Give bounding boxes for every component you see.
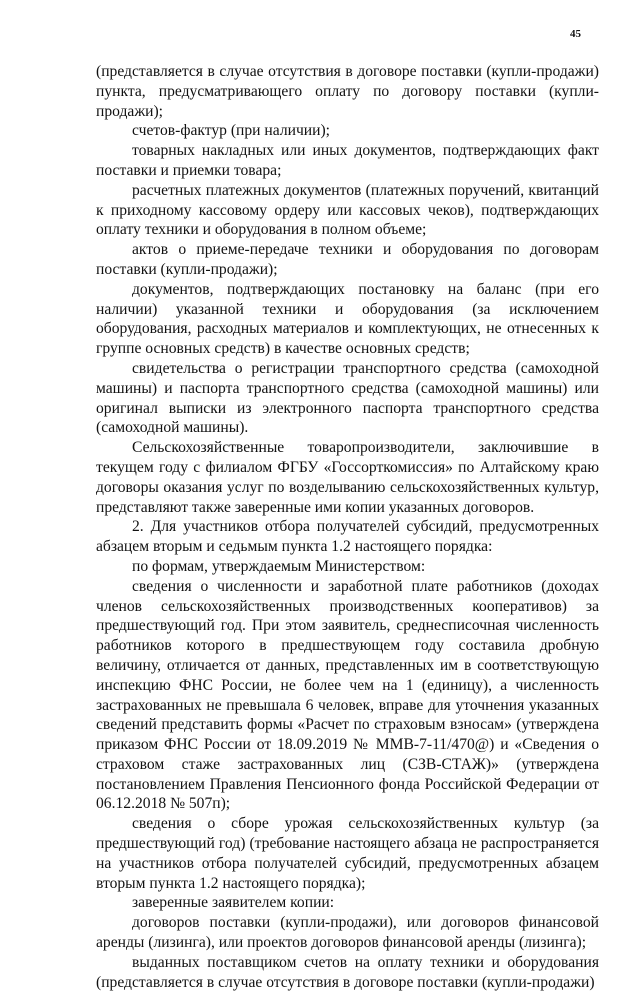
- document-body: [96, 62, 599, 992]
- paragraph: счетов-фактур (при наличии);: [132, 122, 330, 140]
- page-number: 45: [570, 28, 581, 40]
- paragraph: (представляется в случае отсутствия в договоре поставки (купли-продажи) пункта, предусматривающего оплату по договору поставки (купли-продажи);: [96, 63, 599, 120]
- paragraph: заверенные заявителем копии:: [132, 894, 335, 912]
- paragraph: выданных поставщиком счетов на оплату техники и оборудования (представляется в случае отсутствия в договоре поставки (купли-продажи): [96, 953, 599, 991]
- paragraph: договоров поставки (купли-продажи), или договоров финансовой аренды (лизинга), или проектов договоров финансовой аренды (лизинга);: [96, 914, 599, 952]
- paragraph: сведения о численности и заработной плате работников (доходах членов сельскохозяйственных производственных кооперативов) за предшествующий год. При этом заявитель, среднесписочная численность работников которого в предшествующем году составила дробную величину, отличается от данных, представленных им в соответствующую инспекцию ФНС России, не более чем на 1 (единицу), а численность застрахованных не превышала 6 человек, вправе для уточнения указанных сведений представить формы «Расчет по страховым взносам» (утверждена приказом ФНС России от 18.09.2019 № ММВ-7-11/470@) и «Сведения о страховом стаже застрахованных лиц (СЗВ-СТАЖ)» (утверждена постановлением Правления Пенсионного фонда Российской Федерации от 06.12.2018 № 507п);: [96, 577, 599, 813]
- paragraph: сведения о сборе урожая сельскохозяйственных культур (за предшествующий год) (требование настоящего абзаца не распространяется на участников отбора получателей субсидий, предусмотренных абзацем вторым пункта 1.2 настоящего порядка);: [96, 815, 599, 892]
- paragraph: по формам, утверждаемым Министерством:: [132, 557, 426, 575]
- paragraph: актов о приеме-передаче техники и оборудования по договорам поставки (купли-продажи);: [96, 241, 599, 278]
- paragraph: документов, подтверждающих постановку на баланс (при его наличии) указанной техники и оборудования (за исключением оборудования, расходных материалов и комплектующих, не отнесенных к группе основных средств) в качестве основных средств;: [96, 280, 599, 358]
- paragraph: 2. Для участников отбора получателей субсидий, предусмотренных абзацем вторым и седьмым пункта 1.2 настоящего порядка:: [96, 518, 599, 556]
- paragraph: свидетельства о регистрации транспортного средства (самоходной машины) и паспорта транспортного средства (самоходной машины) или оригинал выписки из электронного паспорта транспортного средства (самоходной машины).: [96, 359, 599, 437]
- paragraph: Сельскохозяйственные товаропроизводители, заключившие в текущем году с филиалом ФГБУ «Госсорткомиссия» по Алтайскому краю договоры оказания услуг по возделыванию сельскохозяйственных культур, представляют также заверенные ими копии указанных договоров.: [96, 439, 599, 516]
- paragraph: расчетных платежных документов (платежных поручений, квитанций к приходному кассовому ордеру или кассовых чеков), подтверждающих оплату техники и оборудования в полном объеме;: [96, 181, 599, 239]
- paragraph: товарных накладных или иных документов, подтверждающих факт поставки и приемки товара;: [96, 142, 599, 179]
